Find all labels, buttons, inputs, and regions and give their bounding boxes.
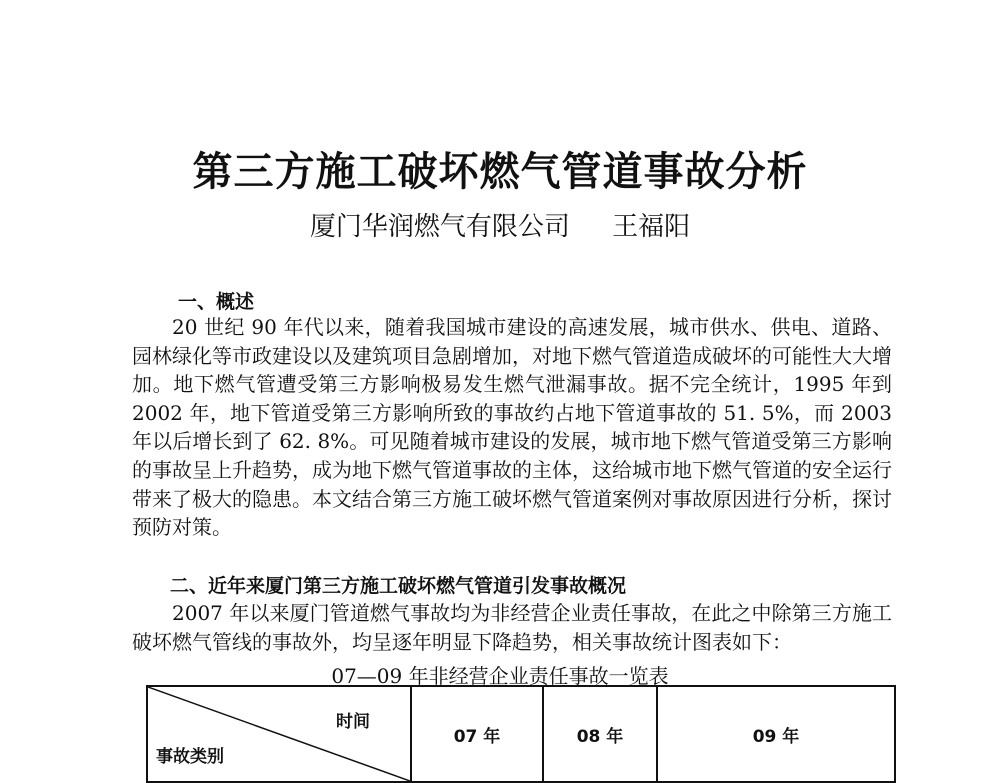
- overview-paragraph: 20 世纪 90 年代以来，随着我国城市建设的高速发展，城市供水、供电、道路、园林绿化等市政建设以及建筑项目急剧增加，对地下燃气管道造成破坏的可能性大大增加。地下燃气管遭受第三方影响极易发生燃气泄漏事故。据不完全统计，1995 年到 2002 年，地下管道受第三方影响所致的事故约占地下管道事故的 51. 5%，而 2003 年以后增长到了 62. 8%。可见随着城市建设的发展，城市地下燃气管道受第三方影响的事故呈上升趋势，成为地下燃气管道事故的主体，这给城市地下燃气管道的安全运行带来了极大的隐患。本文结合第三方施工破坏燃气管道案例对事故原因进行分析，探讨预防对策。: [132, 315, 892, 540]
- page-title: 第三方施工破坏燃气管道事故分析: [192, 149, 808, 195]
- byline: [0, 206, 1000, 243]
- table-caption: 07—09 年非经营企业责任事故一览表: [331, 664, 669, 688]
- corner-label-category: 事故类别: [156, 747, 224, 767]
- table-header-row: [147, 686, 895, 782]
- column-header-09: 09 年: [657, 686, 895, 782]
- author-organization: 厦门华润燃气有限公司: [309, 212, 570, 242]
- section-heading-accidents: 二、近年来厦门第三方施工破坏燃气管道引发事故概况: [170, 575, 627, 597]
- column-header-07: 07 年: [411, 686, 543, 782]
- corner-label-time: 时间: [336, 712, 370, 732]
- section-heading-overview: 一、概述: [178, 291, 255, 313]
- accident-table: [146, 685, 896, 783]
- author-name: 王福阳: [612, 212, 691, 242]
- column-header-08: 08 年: [543, 686, 657, 782]
- accidents-paragraph: 2007 年以来厦门管道燃气事故均为非经营企业责任事故，在此之中除第三方施工破坏燃气管线的事故外，均呈逐年明显下降趋势，相关事故统计图表如下：: [132, 601, 892, 654]
- table-corner-cell: [147, 686, 411, 782]
